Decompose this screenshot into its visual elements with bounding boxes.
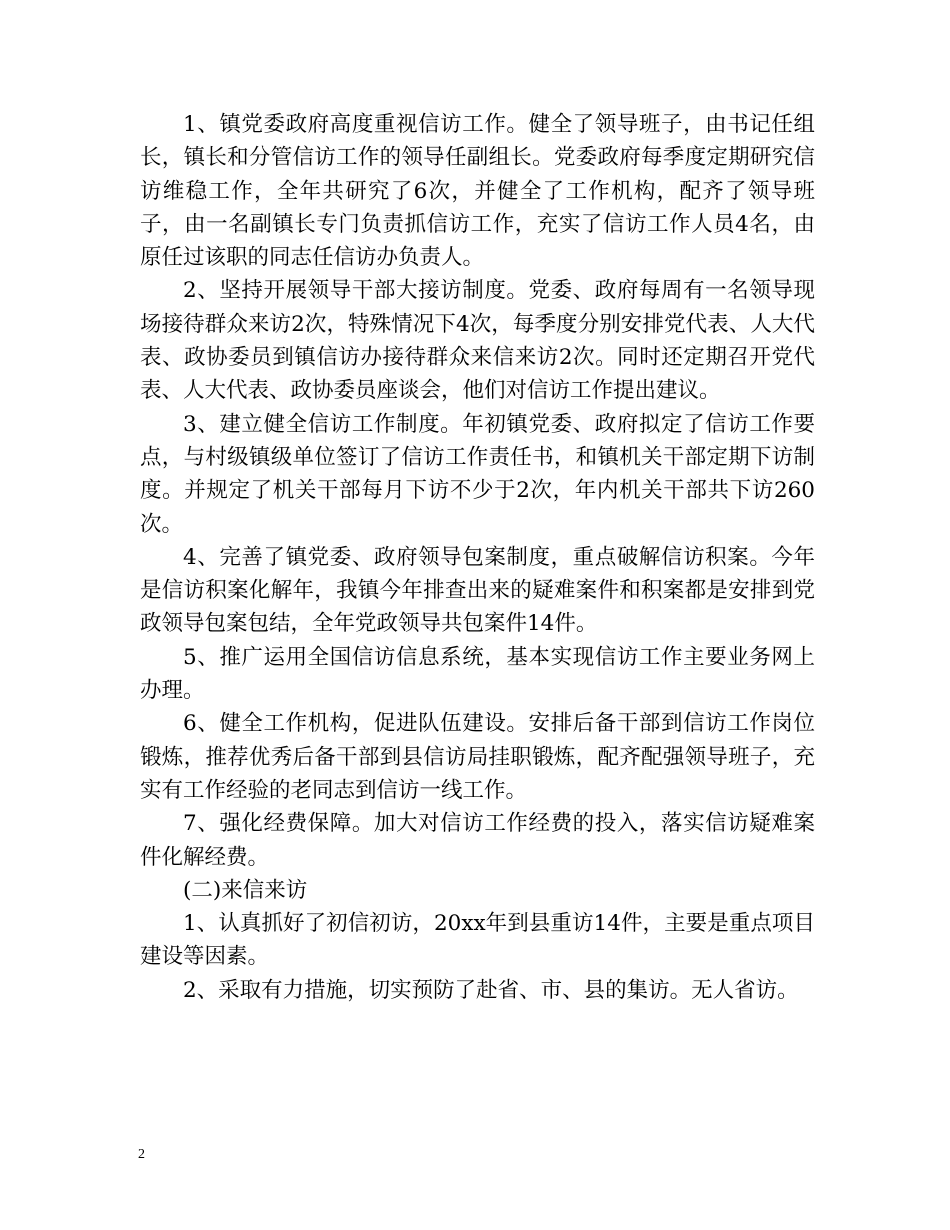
paragraph-9: 2、采取有力措施，切实预防了赴省、市、县的集访。无人省访。 [183, 977, 799, 1003]
paragraph-3: 3、建立健全信访工作制度。年初镇党委、政府拟定了信访工作要点，与村级镇级单位签订了信访工作责任书，和镇机关干部定期下访制度。并规定了机关干部每月下访不少于2次，年内机关干部共下访260次。 [140, 411, 815, 537]
page-number: 2 [138, 1147, 145, 1162]
paragraph-5: 5、推广运用全国信访信息系统，基本实现信访工作主要业务网上办理。 [140, 644, 815, 704]
paragraph-7: 7、强化经费保障。加大对信访工作经费的投入，落实信访疑难案件化解经费。 [140, 811, 815, 870]
paragraph-8: 1、认真抓好了初信初访，20xx年到县重访14件，主要是重点项目建设等因素。 [140, 911, 815, 970]
paragraph-4: 4、完善了镇党委、政府领导包案制度，重点破解信访积案。今年是信访积案化解年，我镇今年排查出来的疑难案件和积案都是安排到党政领导包案包结，全年党政领导共包案件14件。 [140, 544, 815, 637]
paragraph-1: 1、镇党委政府高度重视信访工作。健全了领导班子，由书记任组长，镇长和分管信访工作的领导任副组长。党委政府每季度定期研究信访维稳工作，全年共研究了6次，并健全了工作机构，配齐了领导班子，由一名副镇长专门负责抓信访工作，充实了信访工作人员4名，由原任过该职的同志任信访办负责人。 [140, 112, 815, 271]
paragraph-2: 2、坚持开展领导干部大接访制度。党委、政府每周有一名领导现场接待群众来访2次，特殊情况下4次，每季度分别安排党代表、人大代表、政协委员到镇信访办接待群众来信来访2次。同时还定期召开党代表、人大代表、政协委员座谈会，他们对信访工作提出建议。 [140, 278, 815, 404]
document-body [140, 108, 815, 1007]
paragraph-6: 6、健全工作机构，促进队伍建设。安排后备干部到信访工作岗位锻炼，推荐优秀后备干部到县信访局挂职锻炼，配齐配强领导班子，充实有工作经验的老同志到信访一线工作。 [140, 711, 815, 803]
section-heading: (二)来信来访 [183, 877, 308, 903]
